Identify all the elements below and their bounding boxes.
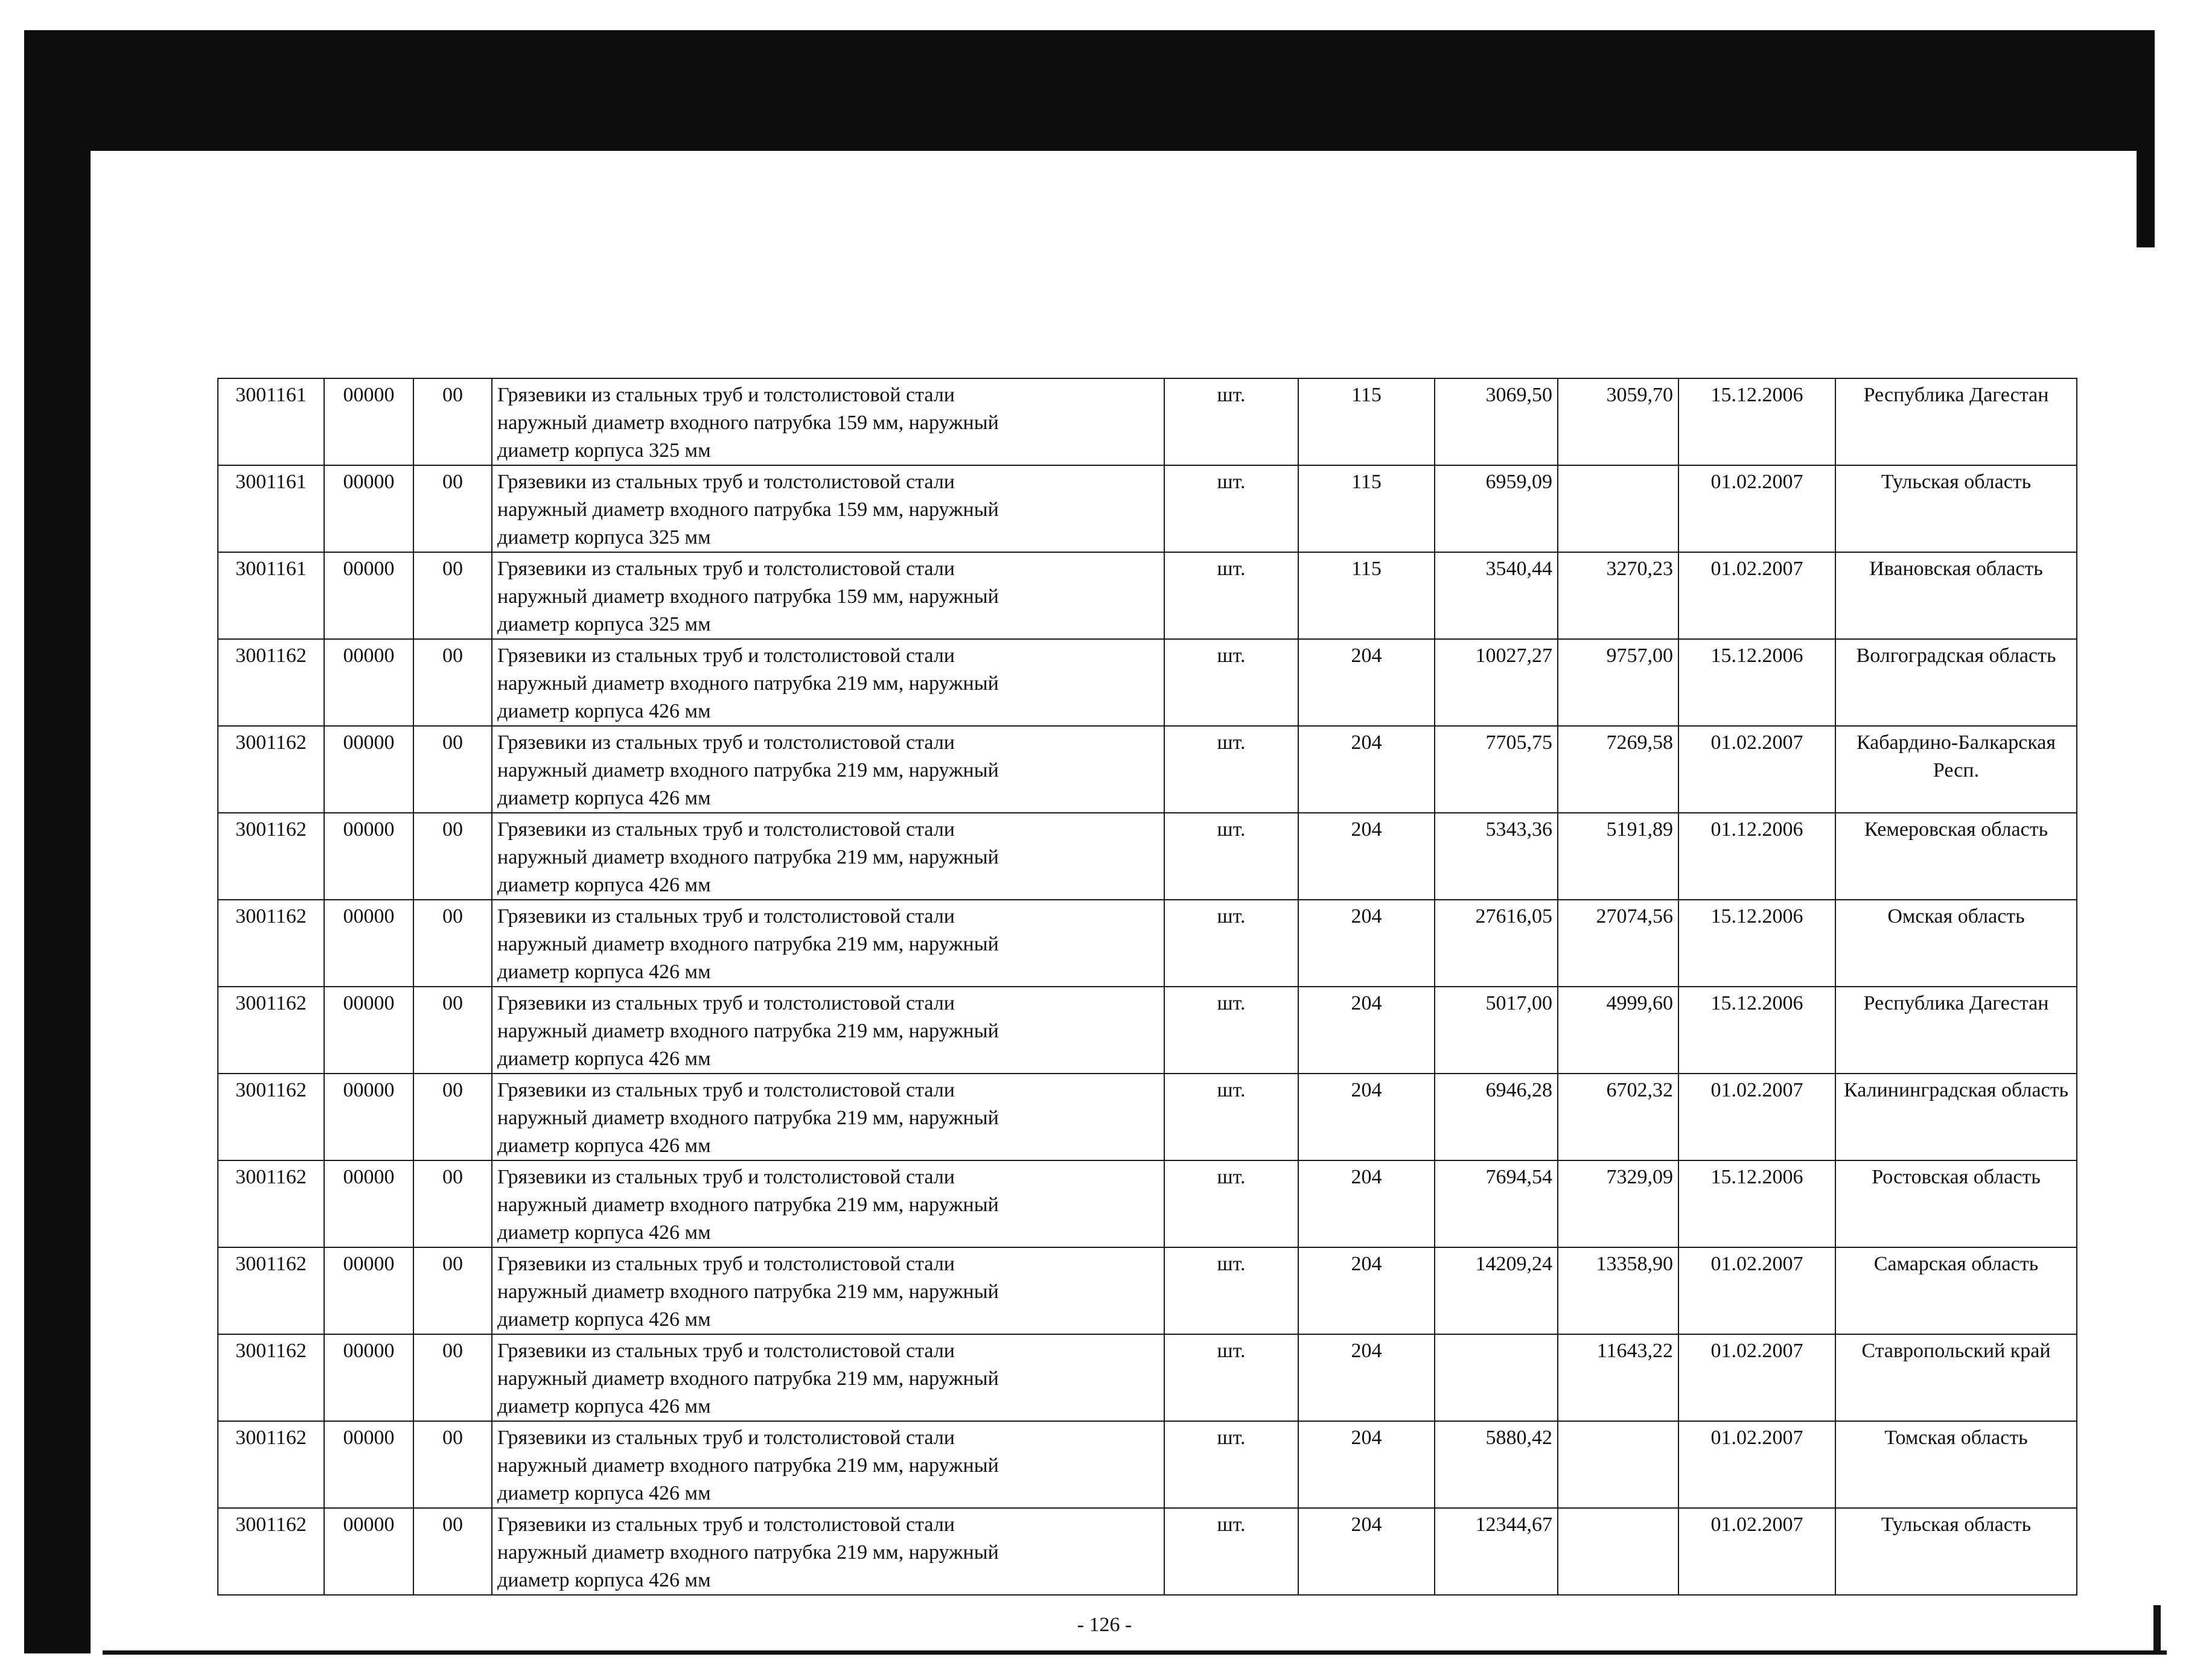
description-line-3: диаметр корпуса 426 мм bbox=[497, 1221, 711, 1244]
description-line-3: диаметр корпуса 426 мм bbox=[497, 700, 711, 722]
description-cell bbox=[492, 1247, 1164, 1334]
description-line-2: наружный диаметр входного патрубка 219 мм, наружный bbox=[497, 672, 999, 695]
price-alt-cell: 4999,60 bbox=[1558, 987, 1678, 1074]
description-cell bbox=[492, 552, 1164, 639]
quantity-cell: 204 bbox=[1298, 1247, 1435, 1334]
price-cell: 6946,28 bbox=[1435, 1074, 1558, 1160]
description-line-2: наружный диаметр входного патрубка 219 мм, наружный bbox=[497, 1281, 999, 1303]
description-line-2: наружный диаметр входного патрубка 219 мм, наружный bbox=[497, 1107, 999, 1129]
price-cell: 14209,24 bbox=[1435, 1247, 1558, 1334]
price-cell bbox=[1435, 1334, 1558, 1421]
item-code-cell: 3001162 bbox=[218, 1074, 324, 1160]
variant-cell: 00 bbox=[413, 378, 492, 465]
description-line-2: наружный диаметр входного патрубка 219 мм, наружный bbox=[497, 1020, 999, 1042]
item-code-cell: 3001162 bbox=[218, 1508, 324, 1595]
scan-border-right bbox=[2137, 30, 2155, 247]
item-code-cell: 3001162 bbox=[218, 900, 324, 987]
quantity-cell: 204 bbox=[1298, 813, 1435, 900]
description-line-1: Грязевики из стальных труб и толстолистовой стали bbox=[497, 1166, 955, 1188]
table-body bbox=[218, 378, 2077, 1595]
price-cell: 7694,54 bbox=[1435, 1160, 1558, 1247]
unit-cell: шт. bbox=[1164, 1421, 1298, 1508]
variant-cell: 00 bbox=[413, 1334, 492, 1421]
variant-cell: 00 bbox=[413, 900, 492, 987]
variant-cell: 00 bbox=[413, 1421, 492, 1508]
region-cell: Самарская область bbox=[1835, 1247, 2077, 1334]
price-alt-cell: 27074,56 bbox=[1558, 900, 1678, 987]
price-cell: 7705,75 bbox=[1435, 726, 1558, 813]
unit-cell: шт. bbox=[1164, 1074, 1298, 1160]
description-line-3: диаметр корпуса 426 мм bbox=[497, 961, 711, 983]
date-cell: 01.02.2007 bbox=[1678, 552, 1835, 639]
price-cell: 6959,09 bbox=[1435, 465, 1558, 552]
description-line-3: диаметр корпуса 426 мм bbox=[497, 1308, 711, 1331]
region-cell: Республика Дагестан bbox=[1835, 987, 2077, 1074]
date-cell: 01.02.2007 bbox=[1678, 1508, 1835, 1595]
quantity-cell: 204 bbox=[1298, 639, 1435, 726]
price-alt-cell bbox=[1558, 465, 1678, 552]
date-cell: 15.12.2006 bbox=[1678, 378, 1835, 465]
item-code-cell: 3001162 bbox=[218, 813, 324, 900]
description-line-2: наружный диаметр входного патрубка 219 мм, наружный bbox=[497, 1541, 999, 1564]
date-cell: 15.12.2006 bbox=[1678, 987, 1835, 1074]
subcode-cell: 00000 bbox=[324, 1247, 413, 1334]
description-cell bbox=[492, 378, 1164, 465]
description-line-1: Грязевики из стальных труб и толстолистовой стали bbox=[497, 471, 955, 493]
description-line-3: диаметр корпуса 325 мм bbox=[497, 613, 711, 635]
description-line-2: наружный диаметр входного патрубка 219 мм, наружный bbox=[497, 1367, 999, 1390]
description-cell bbox=[492, 639, 1164, 726]
quantity-cell: 204 bbox=[1298, 1074, 1435, 1160]
description-line-2: наружный диаметр входного патрубка 219 мм, наружный bbox=[497, 1194, 999, 1216]
price-table bbox=[217, 378, 2077, 1596]
price-alt-cell: 6702,32 bbox=[1558, 1074, 1678, 1160]
price-alt-cell: 3059,70 bbox=[1558, 378, 1678, 465]
description-line-3: диаметр корпуса 426 мм bbox=[497, 874, 711, 896]
unit-cell: шт. bbox=[1164, 726, 1298, 813]
unit-cell: шт. bbox=[1164, 639, 1298, 726]
description-line-3: диаметр корпуса 426 мм bbox=[497, 1395, 711, 1418]
description-line-1: Грязевики из стальных труб и толстолистовой стали bbox=[497, 1253, 955, 1275]
item-code-cell: 3001162 bbox=[218, 726, 324, 813]
description-line-1: Грязевики из стальных труб и толстолистовой стали bbox=[497, 1513, 955, 1536]
table-row bbox=[218, 1421, 2077, 1508]
subcode-cell: 00000 bbox=[324, 1334, 413, 1421]
table-row bbox=[218, 1074, 2077, 1160]
region-cell: Тульская область bbox=[1835, 1508, 2077, 1595]
item-code-cell: 3001161 bbox=[218, 465, 324, 552]
subcode-cell: 00000 bbox=[324, 552, 413, 639]
description-cell bbox=[492, 813, 1164, 900]
date-cell: 15.12.2006 bbox=[1678, 639, 1835, 726]
date-cell: 01.02.2007 bbox=[1678, 1247, 1835, 1334]
description-line-1: Грязевики из стальных труб и толстолистовой стали bbox=[497, 818, 955, 841]
subcode-cell: 00000 bbox=[324, 465, 413, 552]
price-alt-cell bbox=[1558, 1421, 1678, 1508]
table-row bbox=[218, 1160, 2077, 1247]
region-cell: Кемеровская область bbox=[1835, 813, 2077, 900]
variant-cell: 00 bbox=[413, 813, 492, 900]
quantity-cell: 204 bbox=[1298, 900, 1435, 987]
table-row bbox=[218, 378, 2077, 465]
date-cell: 01.02.2007 bbox=[1678, 1334, 1835, 1421]
description-line-3: диаметр корпуса 426 мм bbox=[497, 787, 711, 809]
quantity-cell: 204 bbox=[1298, 1160, 1435, 1247]
unit-cell: шт. bbox=[1164, 552, 1298, 639]
region-cell: Республика Дагестан bbox=[1835, 378, 2077, 465]
price-cell: 10027,27 bbox=[1435, 639, 1558, 726]
region-cell: Ивановская область bbox=[1835, 552, 2077, 639]
price-alt-cell: 5191,89 bbox=[1558, 813, 1678, 900]
variant-cell: 00 bbox=[413, 1074, 492, 1160]
item-code-cell: 3001162 bbox=[218, 639, 324, 726]
subcode-cell: 00000 bbox=[324, 639, 413, 726]
variant-cell: 00 bbox=[413, 1160, 492, 1247]
subcode-cell: 00000 bbox=[324, 1074, 413, 1160]
item-code-cell: 3001162 bbox=[218, 1421, 324, 1508]
unit-cell: шт. bbox=[1164, 813, 1298, 900]
description-line-2: наружный диаметр входного патрубка 159 мм, наружный bbox=[497, 412, 999, 434]
region-cell: Томская область bbox=[1835, 1421, 2077, 1508]
description-cell bbox=[492, 1508, 1164, 1595]
region-cell: Омская область bbox=[1835, 900, 2077, 987]
quantity-cell: 204 bbox=[1298, 726, 1435, 813]
description-line-2: наружный диаметр входного патрубка 219 мм, наружный bbox=[497, 1454, 999, 1477]
description-line-3: диаметр корпуса 426 мм bbox=[497, 1569, 711, 1591]
quantity-cell: 115 bbox=[1298, 378, 1435, 465]
description-line-1: Грязевики из стальных труб и толстолистовой стали bbox=[497, 731, 955, 754]
variant-cell: 00 bbox=[413, 639, 492, 726]
scan-border-left bbox=[24, 30, 91, 1653]
subcode-cell: 00000 bbox=[324, 378, 413, 465]
scan-edge-bottom bbox=[103, 1650, 2167, 1655]
variant-cell: 00 bbox=[413, 726, 492, 813]
description-cell bbox=[492, 465, 1164, 552]
description-line-1: Грязевики из стальных труб и толстолистовой стали bbox=[497, 1079, 955, 1101]
quantity-cell: 204 bbox=[1298, 1334, 1435, 1421]
table-row bbox=[218, 1334, 2077, 1421]
table-row bbox=[218, 639, 2077, 726]
item-code-cell: 3001161 bbox=[218, 552, 324, 639]
description-cell bbox=[492, 1160, 1164, 1247]
price-alt-cell: 7329,09 bbox=[1558, 1160, 1678, 1247]
table-row bbox=[218, 813, 2077, 900]
table-row bbox=[218, 1247, 2077, 1334]
subcode-cell: 00000 bbox=[324, 813, 413, 900]
description-cell bbox=[492, 1334, 1164, 1421]
description-line-3: диаметр корпуса 426 мм bbox=[497, 1482, 711, 1504]
date-cell: 01.02.2007 bbox=[1678, 1421, 1835, 1508]
subcode-cell: 00000 bbox=[324, 1160, 413, 1247]
description-line-2: наружный диаметр входного патрубка 159 мм, наружный bbox=[497, 498, 999, 521]
price-alt-cell: 13358,90 bbox=[1558, 1247, 1678, 1334]
price-cell: 5343,36 bbox=[1435, 813, 1558, 900]
price-cell: 5017,00 bbox=[1435, 987, 1558, 1074]
table-row bbox=[218, 987, 2077, 1074]
description-line-3: диаметр корпуса 325 мм bbox=[497, 439, 711, 462]
variant-cell: 00 bbox=[413, 1508, 492, 1595]
date-cell: 01.02.2007 bbox=[1678, 726, 1835, 813]
description-cell bbox=[492, 1421, 1164, 1508]
price-cell: 12344,67 bbox=[1435, 1508, 1558, 1595]
item-code-cell: 3001162 bbox=[218, 1160, 324, 1247]
date-cell: 01.12.2006 bbox=[1678, 813, 1835, 900]
region-cell: Ставропольский край bbox=[1835, 1334, 2077, 1421]
description-line-2: наружный диаметр входного патрубка 159 мм, наружный bbox=[497, 585, 999, 608]
description-line-1: Грязевики из стальных труб и толстолистовой стали bbox=[497, 1340, 955, 1362]
description-line-2: наружный диаметр входного патрубка 219 мм, наружный bbox=[497, 933, 999, 955]
description-line-1: Грязевики из стальных труб и толстолистовой стали bbox=[497, 905, 955, 928]
date-cell: 15.12.2006 bbox=[1678, 1160, 1835, 1247]
variant-cell: 00 bbox=[413, 465, 492, 552]
price-alt-cell: 7269,58 bbox=[1558, 726, 1678, 813]
quantity-cell: 115 bbox=[1298, 465, 1435, 552]
scan-edge-corner bbox=[2153, 1605, 2161, 1655]
description-line-3: диаметр корпуса 426 мм bbox=[497, 1134, 711, 1157]
region-cell: Кабардино-Балкарская Респ. bbox=[1835, 726, 2077, 813]
item-code-cell: 3001162 bbox=[218, 987, 324, 1074]
subcode-cell: 00000 bbox=[324, 1508, 413, 1595]
description-line-2: наружный диаметр входного патрубка 219 мм, наружный bbox=[497, 759, 999, 781]
description-cell bbox=[492, 987, 1164, 1074]
price-alt-cell: 9757,00 bbox=[1558, 639, 1678, 726]
quantity-cell: 204 bbox=[1298, 1421, 1435, 1508]
table-row bbox=[218, 465, 2077, 552]
subcode-cell: 00000 bbox=[324, 1421, 413, 1508]
scan-border-top bbox=[24, 30, 2155, 151]
description-cell bbox=[492, 900, 1164, 987]
subcode-cell: 00000 bbox=[324, 987, 413, 1074]
subcode-cell: 00000 bbox=[324, 900, 413, 987]
quantity-cell: 204 bbox=[1298, 987, 1435, 1074]
table-row bbox=[218, 900, 2077, 987]
price-cell: 5880,42 bbox=[1435, 1421, 1558, 1508]
date-cell: 15.12.2006 bbox=[1678, 900, 1835, 987]
unit-cell: шт. bbox=[1164, 378, 1298, 465]
page-number: - 126 - bbox=[1077, 1614, 1132, 1636]
description-line-3: диаметр корпуса 325 мм bbox=[497, 526, 711, 549]
date-cell: 01.02.2007 bbox=[1678, 465, 1835, 552]
table-row bbox=[218, 726, 2077, 813]
variant-cell: 00 bbox=[413, 987, 492, 1074]
item-code-cell: 3001162 bbox=[218, 1247, 324, 1334]
unit-cell: шт. bbox=[1164, 1247, 1298, 1334]
unit-cell: шт. bbox=[1164, 1160, 1298, 1247]
item-code-cell: 3001162 bbox=[218, 1334, 324, 1421]
description-line-2: наружный диаметр входного патрубка 219 мм, наружный bbox=[497, 846, 999, 868]
unit-cell: шт. bbox=[1164, 900, 1298, 987]
variant-cell: 00 bbox=[413, 1247, 492, 1334]
date-cell: 01.02.2007 bbox=[1678, 1074, 1835, 1160]
price-cell: 3540,44 bbox=[1435, 552, 1558, 639]
description-cell bbox=[492, 1074, 1164, 1160]
description-line-1: Грязевики из стальных труб и толстолистовой стали bbox=[497, 1427, 955, 1449]
price-alt-cell: 3270,23 bbox=[1558, 552, 1678, 639]
quantity-cell: 115 bbox=[1298, 552, 1435, 639]
region-cell: Тульская область bbox=[1835, 465, 2077, 552]
description-line-1: Грязевики из стальных труб и толстолистовой стали bbox=[497, 644, 955, 667]
unit-cell: шт. bbox=[1164, 987, 1298, 1074]
price-cell: 27616,05 bbox=[1435, 900, 1558, 987]
unit-cell: шт. bbox=[1164, 465, 1298, 552]
subcode-cell: 00000 bbox=[324, 726, 413, 813]
region-cell: Ростовская область bbox=[1835, 1160, 2077, 1247]
table-row bbox=[218, 1508, 2077, 1595]
description-line-1: Грязевики из стальных труб и толстолистовой стали bbox=[497, 992, 955, 1014]
description-line-3: диаметр корпуса 426 мм bbox=[497, 1048, 711, 1070]
description-line-1: Грязевики из стальных труб и толстолистовой стали bbox=[497, 384, 955, 406]
unit-cell: шт. bbox=[1164, 1508, 1298, 1595]
quantity-cell: 204 bbox=[1298, 1508, 1435, 1595]
description-line-1: Грязевики из стальных труб и толстолистовой стали bbox=[497, 558, 955, 580]
price-alt-cell bbox=[1558, 1508, 1678, 1595]
table-row bbox=[218, 552, 2077, 639]
variant-cell: 00 bbox=[413, 552, 492, 639]
item-code-cell: 3001161 bbox=[218, 378, 324, 465]
price-alt-cell: 11643,22 bbox=[1558, 1334, 1678, 1421]
price-cell: 3069,50 bbox=[1435, 378, 1558, 465]
description-cell bbox=[492, 726, 1164, 813]
unit-cell: шт. bbox=[1164, 1334, 1298, 1421]
region-cell: Волгоградская область bbox=[1835, 639, 2077, 726]
region-cell: Калининградская область bbox=[1835, 1074, 2077, 1160]
